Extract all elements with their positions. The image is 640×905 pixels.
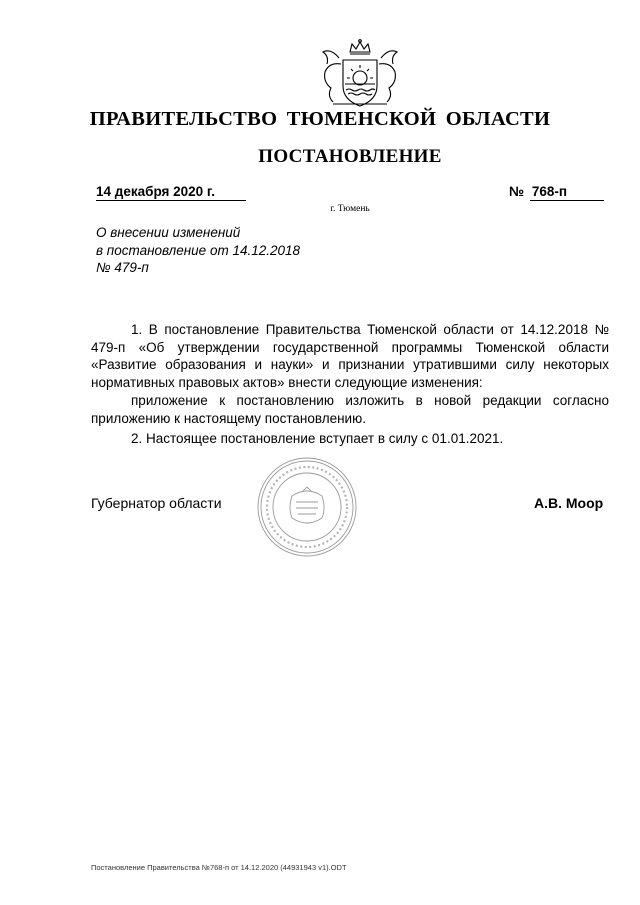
official-seal-icon (256, 456, 358, 558)
number-underline (530, 200, 604, 201)
government-title: ПРАВИТЕЛЬСТВО ТЮМЕНСКОЙ ОБЛАСТИ (89, 108, 551, 130)
subject-line: № 479-п (96, 260, 149, 275)
document-type: ПОСТАНОВЛЕНИЕ (258, 146, 442, 167)
subject-line: в постановление от 14.12.2018 (96, 242, 301, 258)
document-date: 14 декабря 2020 г. (96, 184, 215, 199)
body-paragraph-1: 1. В постановление Правительства Тюменской области от 14.12.2018 № 479-п «Об утверждении государственной программы Тюменской области «Развитие образования и науки» и признании утратившими силу некоторых нормативных правовых актов» внести следующие изменения: (91, 322, 609, 390)
signer-name: А.В. Моор (534, 495, 604, 511)
document-number (509, 184, 567, 199)
city: г. Тюмень (330, 204, 370, 214)
subject-line: О внесении изменений (96, 225, 241, 240)
number-value: 768-п (531, 184, 568, 199)
number-prefix: № (509, 184, 525, 199)
date-underline (96, 200, 246, 201)
footer-file-reference: Постановление Правительства №768-п от 14.12.2020 (44931943 v1).ODT (91, 863, 347, 872)
document-subject (96, 224, 300, 277)
coat-of-arms-icon (315, 38, 405, 113)
body-paragraph-2: приложение к постановлению изложить в новой редакции согласно приложению к настоящему постановлению. (91, 393, 609, 426)
signer-position: Губернатор области (91, 495, 222, 511)
body-paragraph-3: 2. Настоящее постановление вступает в силу с 01.01.2021. (131, 431, 504, 446)
